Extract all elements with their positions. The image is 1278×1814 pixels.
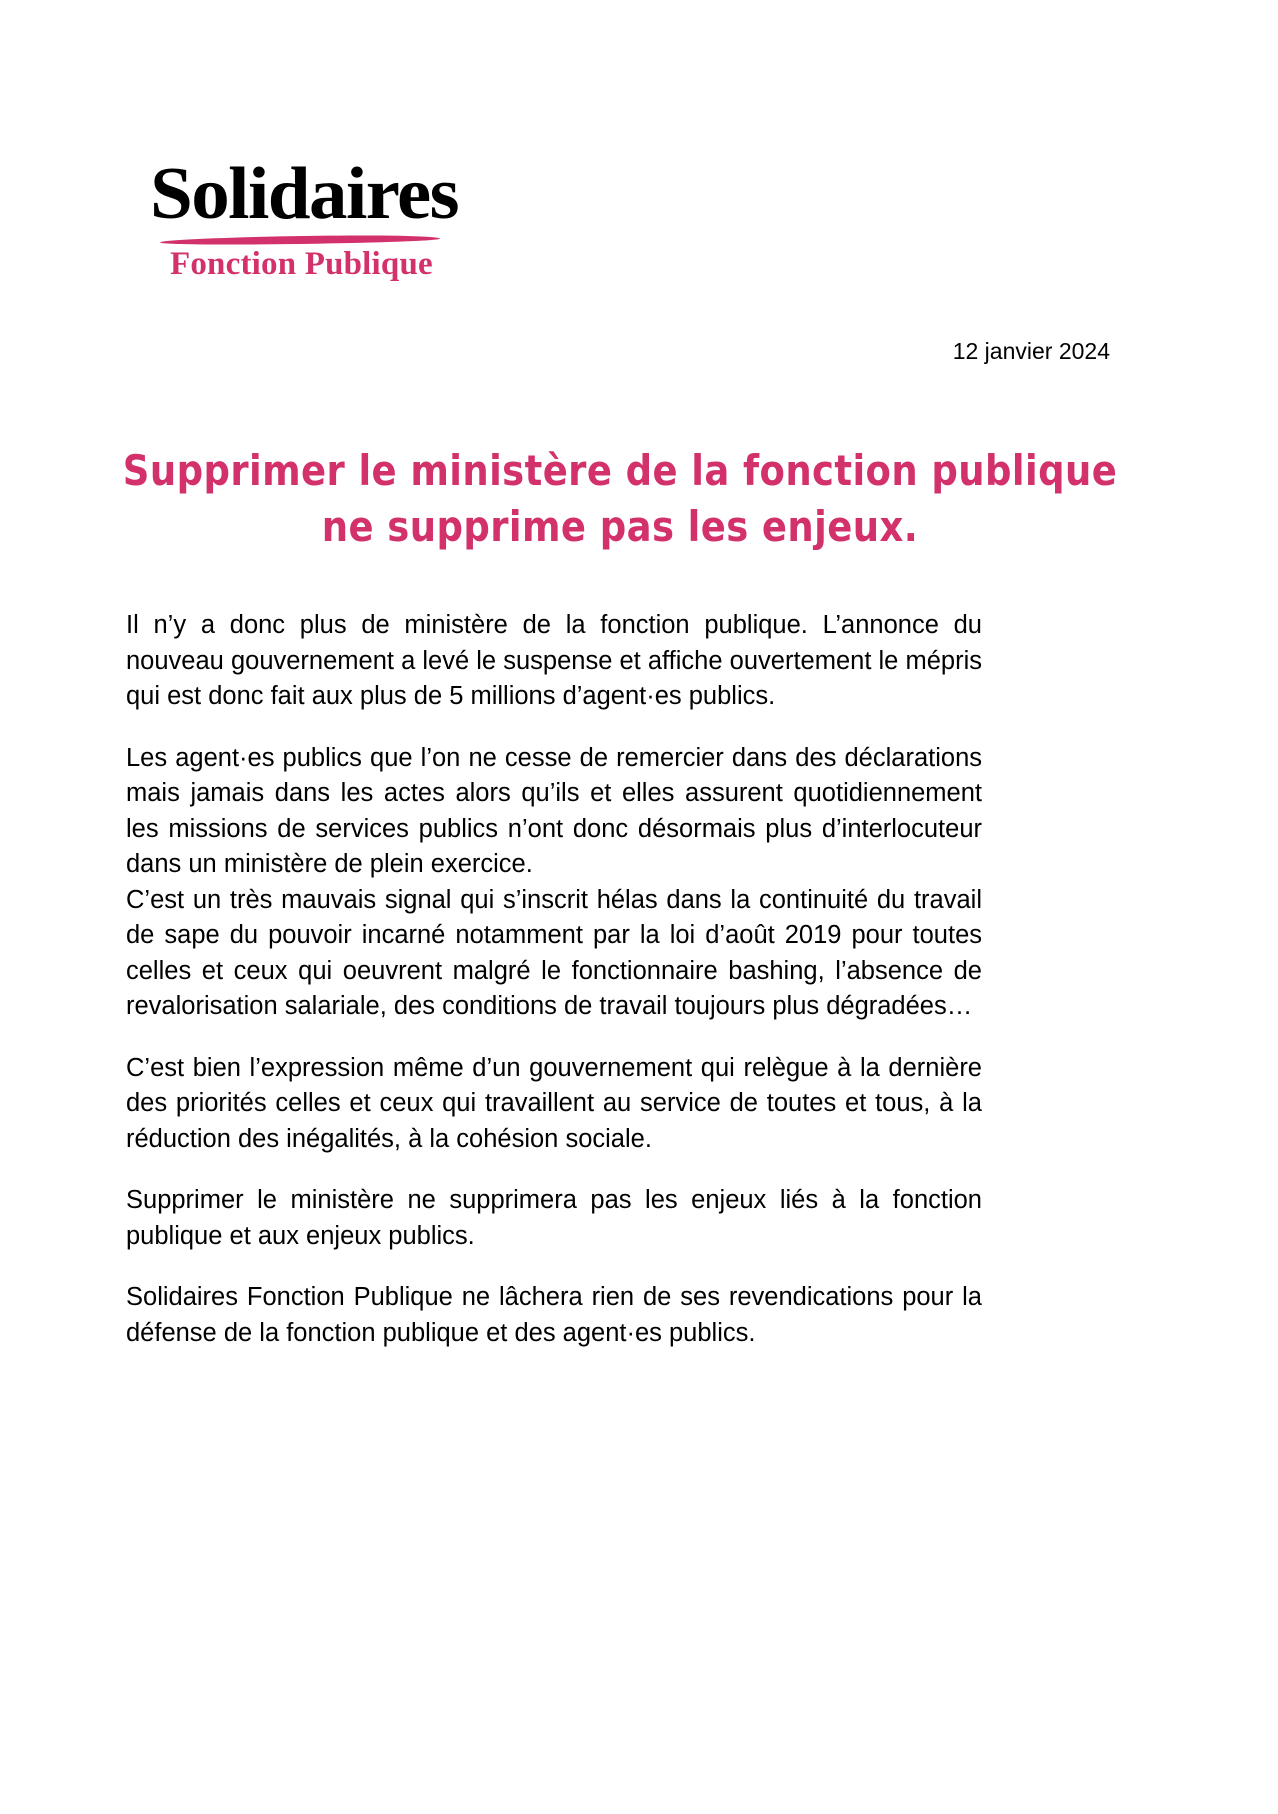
organisation-logo [150,153,480,283]
logo-subtitle: Fonction Publique [170,246,433,283]
document-title-line-2: ne supprime pas les enjeux. [321,502,919,551]
body-paragraph: Supprimer le ministère ne supprimera pas les enjeux liés à la fonction publique et aux enjeux publics. [126,1186,982,1250]
document-title [120,440,1120,551]
body-paragraph: C’est bien l’expression même d’un gouvernement qui relègue à la dernière des priorités celles et ceux qui travaillent au service de toutes et tous, à la réduction des inégalités, à la cohésion sociale. [126,1053,982,1153]
body-paragraph: C’est un très mauvais signal qui s’inscrit hélas dans la continuité du travail de sape du pouvoir incarné notamment par la loi d’août 2019 pour toutes celles et ceux qui oeuvrent malgré le fonctionnaire bashing, l’absence de revalorisation salariale, des conditions de travail toujours plus dégradées… [126,885,982,1020]
document-date: 12 janvier 2024 [952,338,1110,364]
body-paragraph: Il n’y a donc plus de ministère de la fonction publique. L’annonce du nouveau gouvernement a levé le suspense et affiche ouvertement le mépris qui est donc fait aux plus de 5 millions d’agent·es publics. [126,611,982,710]
logo-wordmark: Solidaires [150,153,458,235]
logo-underline-brushstroke [160,234,440,245]
body-paragraph: Solidaires Fonction Publique ne lâchera rien de ses revendications pour la défense de la fonction publique et des agent·es publics. [126,1283,982,1347]
document-title-line-1: Supprimer le ministère de la fonction publique [122,446,1118,495]
document-body [126,608,982,1351]
body-paragraph: Les agent·es publics que l’on ne cesse de remercier dans des déclarations mais jamais dans les actes alors qu’ils et elles assurent quotidiennement les missions de services publics n’ont donc désormais plus d’interlocuteur dans un ministère de plein exercice. [126,743,982,878]
